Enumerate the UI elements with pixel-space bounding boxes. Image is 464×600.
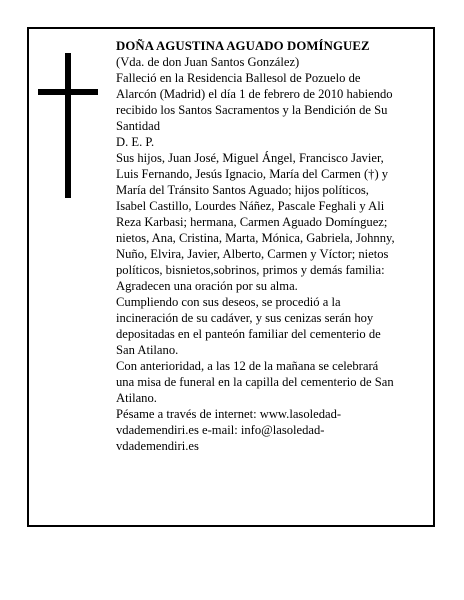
cremation-paragraph: Cumpliendo con sus deseos, se procedió a la incineración de su cadáver, y sus cenizas serán hoy depositadas en el panteón familiar del cementerio de San Atilano. <box>116 295 381 357</box>
cross-vertical-bar <box>65 53 71 198</box>
condolences-paragraph: Pésame a través de internet: www.lasoledad- vdademendiri.es e-mail: info@lasoledad- vdademendiri.es <box>116 407 342 453</box>
notice-text <box>116 38 416 454</box>
cross-horizontal-bar <box>38 89 98 95</box>
death-announcement: Falleció en la Residencia Ballesol de Pozuelo de Alarcón (Madrid) el día 1 de febrero de 2010 habiendo recibido los Santos Sacramentos y la Bendición de Su Santidad <box>116 71 393 133</box>
widow-of-line: (Vda. de don Juan Santos González) <box>116 55 300 69</box>
cross-icon <box>38 53 98 198</box>
rest-in-peace: D. E. P. <box>116 135 155 149</box>
prayer-request: Agradecen una oración por su alma. <box>116 279 298 293</box>
deceased-name: DOÑA AGUSTINA AGUADO DOMÍNGUEZ <box>116 39 370 53</box>
family-list: Sus hijos, Juan José, Miguel Ángel, Francisco Javier, Luis Fernando, Jesús Ignacio, María del Carmen (†) y María del Tránsito Santos Aguado; hijos políticos, Isabel Castillo, Lourdes Náñez, Pascale Feghali y Ali Reza Karbasi; hermana, Carmen Aguado Domínguez; nietos, Ana, Cristina, Marta, Mónica, Gabriela, Johnny, Nuño, Elvira, Javier, Alberto, Carmen y Víctor; nietos políticos, bisnietos,sobrinos, primos y demás familia: <box>116 151 395 277</box>
funeral-mass-paragraph: Con anterioridad, a las 12 de la mañana se celebrará una misa de funeral en la capilla del cementerio de San Atilano. <box>116 359 394 405</box>
